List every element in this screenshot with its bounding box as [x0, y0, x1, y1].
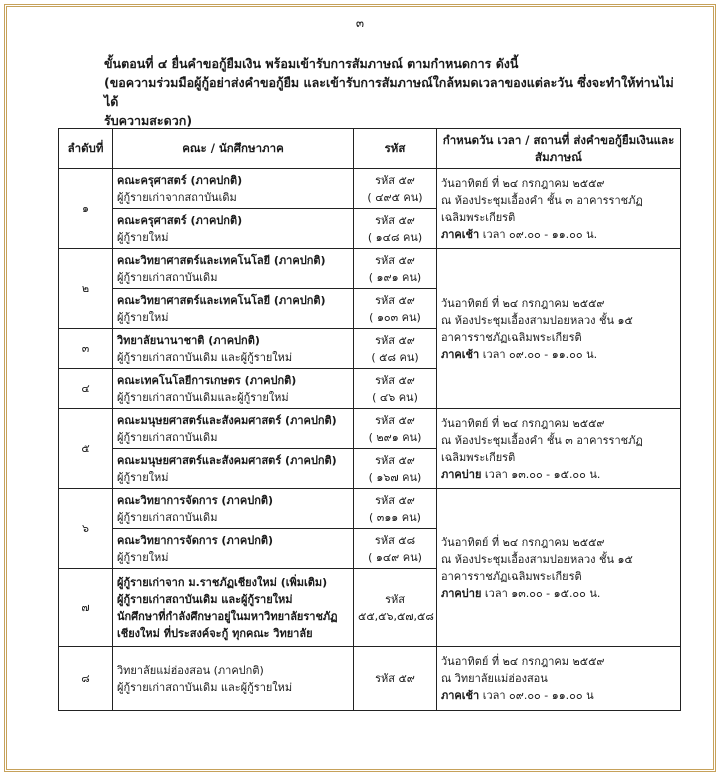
seq-cell: ๗ — [59, 569, 113, 647]
schedule-place: ณ ห้องประชุมเอื้องสามปอยหลวง ชั้น ๑๕ — [441, 552, 633, 566]
seq-cell: ๑ — [59, 169, 113, 249]
student-group: ผู้กู้รายเก่าสถาบันเดิม และผู้กู้รายใหม่ — [117, 680, 293, 694]
schedule-cell — [437, 169, 681, 249]
student-count: ( ๒๙๑ คน) — [368, 430, 422, 444]
header-faculty: คณะ / นักศึกษาภาค — [113, 129, 354, 169]
faculty-name: คณะเทคโนโลยีการเกษตร (ภาคปกติ) — [117, 373, 297, 387]
table-row — [59, 249, 681, 289]
faculty-name: คณะมนุษยศาสตร์และสังคมศาสตร์ (ภาคปกติ) — [117, 413, 337, 427]
student-count: ( ๑๔๘ คน) — [367, 230, 423, 244]
student-group: ผู้กู้รายเก่าสถาบันเดิม — [117, 510, 218, 524]
faculty-cell — [113, 489, 354, 529]
code-cell — [354, 169, 437, 209]
code-cell — [354, 489, 437, 529]
faculty-name: คณะวิทยาศาสตร์และเทคโนโลยี (ภาคปกติ) — [117, 253, 326, 267]
seq-cell: ๒ — [59, 249, 113, 329]
faculty-name: คณะวิทยาศาสตร์และเทคโนโลยี (ภาคปกติ) — [117, 293, 326, 307]
code-label: รหัส ๕๙ — [375, 173, 415, 187]
table-row — [59, 647, 681, 711]
faculty-cell — [113, 169, 354, 209]
schedule-time — [441, 226, 676, 243]
code-cell — [354, 329, 437, 369]
student-count: ( ๔๙๕ คน) — [367, 190, 423, 204]
faculty-name: คณะครุศาสตร์ (ภาคปกติ) — [117, 173, 243, 187]
code-label: รหัส ๕๙ — [375, 453, 415, 467]
schedule-time-range: เวลา ๐๙.๐๐ - ๑๑.๐๐ น — [482, 689, 594, 702]
schedule-table — [58, 128, 681, 711]
student-group: ผู้กู้รายใหม่ — [117, 470, 169, 484]
code-cell — [354, 249, 437, 289]
faculty-cell — [113, 329, 354, 369]
schedule-date: วันอาทิตย์ ที่ ๒๔ กรกฎาคม ๒๕๕๙ — [441, 535, 605, 549]
code-label: รหัส ๕๙ — [375, 333, 415, 347]
code-label: รหัส ๕๙ — [375, 672, 415, 685]
code-label: รหัส ๕๙ — [375, 493, 415, 507]
code-cell — [354, 569, 437, 647]
code-label: รหัส — [385, 592, 405, 606]
faculty-cell — [113, 569, 354, 647]
code-label: รหัส ๕๙ — [375, 213, 415, 227]
code-cell — [354, 449, 437, 489]
schedule-time — [441, 585, 676, 602]
student-group: ผู้กู้รายเก่าสถาบันเดิม และผู้กู้รายใหม่ — [117, 350, 293, 364]
faculty-cell — [113, 449, 354, 489]
schedule-period: ภาคบ่าย — [441, 586, 482, 600]
faculty-cell — [113, 209, 354, 249]
faculty-line: นักศึกษาที่กำลังศึกษาอยู่ในมหาวิทยาลัยราชภัฏ — [117, 609, 338, 623]
faculty-cell — [113, 647, 354, 711]
schedule-date: วันอาทิตย์ ที่ ๒๔ กรกฎาคม ๒๕๕๙ — [441, 416, 605, 430]
faculty-cell — [113, 409, 354, 449]
schedule-period: ภาคเช้า — [441, 689, 480, 702]
faculty-name: วิทยาลัยแม่ฮ่องสอน (ภาคปกติ) — [117, 663, 264, 677]
faculty-name: คณะมนุษยศาสตร์และสังคมศาสตร์ (ภาคปกติ) — [117, 453, 337, 467]
schedule-time — [441, 687, 676, 704]
code-label: รหัส ๕๘ — [374, 533, 416, 547]
faculty-cell — [113, 529, 354, 569]
schedule-period: ภาคเช้า — [441, 347, 480, 361]
heading-line-2: (ขอความร่วมมือผู้กู้อย่าส่งคำขอกู้ยืม และเข้ารับการสัมภาษณ์ใกล้หมดเวลาของแต่ละวัน ซึ่งจะทำให้ท่านไม่ได้ — [104, 75, 674, 109]
schedule-cell — [437, 489, 681, 647]
code-cell — [354, 209, 437, 249]
page-number: ๓ — [355, 16, 365, 30]
faculty-line: ผู้กู้รายเก่าจาก ม.ราชภัฏเชียงใหม่ (เพิ่มเติม) — [117, 575, 328, 589]
schedule-period: ภาคเช้า — [441, 227, 480, 241]
code-label: รหัส ๕๙ — [375, 253, 415, 267]
code-cell — [354, 529, 437, 569]
schedule-place: อาคารราชภัฏเฉลิมพระเกียรติ — [441, 330, 582, 344]
student-group: ผู้กู้รายเก่าสถาบันเดิมและผู้กู้รายใหม่ — [117, 390, 289, 404]
header-schedule: กำหนดวัน เวลา / สถานที่ ส่งคำขอกู้ยืมเงินและสัมภาษณ์ — [437, 129, 681, 169]
schedule-place: ณ ห้องประชุมเอื้องคำ ชั้น ๓ อาคารราชภัฏ — [441, 433, 643, 447]
schedule-date: วันอาทิตย์ ที่ ๒๔ กรกฎาคม ๒๕๕๙ — [441, 176, 605, 190]
header-code: รหัส — [354, 129, 437, 169]
code-label: รหัส ๕๙ — [375, 373, 415, 387]
schedule-time — [441, 346, 676, 363]
schedule-place: ณ ห้องประชุมเอื้องสามปอยหลวง ชั้น ๑๕ — [441, 313, 633, 327]
code-cell — [354, 369, 437, 409]
student-count: ( ๑๔๙ คน) — [368, 550, 422, 564]
table-row — [59, 489, 681, 529]
table-header-row — [59, 129, 681, 169]
student-count: ( ๓๑๑ คน) — [369, 510, 421, 524]
schedule-place: ณ วิทยาลัยแม่ฮ่องสอน — [441, 672, 548, 685]
code-label: รหัส ๕๙ — [375, 413, 415, 427]
student-count: ( ๑๙๑ คน) — [368, 270, 422, 284]
faculty-name: วิทยาลัยนานาชาติ (ภาคปกติ) — [117, 333, 260, 347]
student-count: ( ๑๐๓ คน) — [369, 310, 421, 324]
schedule-cell — [437, 647, 681, 711]
schedule-cell — [437, 249, 681, 409]
student-group: ผู้กู้รายเก่าสถาบันเดิม — [117, 430, 218, 444]
faculty-cell — [113, 249, 354, 289]
student-group: ผู้กู้รายเก่าสถาบันเดิม — [117, 270, 218, 284]
student-count: ( ๔๖ คน) — [372, 390, 418, 404]
student-count: ( ๑๖๗ คน) — [368, 470, 422, 484]
section-heading — [104, 54, 684, 130]
schedule-cell — [437, 409, 681, 489]
seq-cell: ๘ — [59, 647, 113, 711]
schedule-time-range: เวลา ๑๓.๐๐ - ๑๕.๐๐ น. — [484, 467, 601, 481]
student-group: ผู้กู้รายเก่าจากสถาบันเดิม — [117, 190, 237, 204]
code-label: รหัส ๕๙ — [375, 293, 415, 307]
schedule-time — [441, 466, 676, 483]
faculty-name: คณะวิทยาการจัดการ (ภาคปกติ) — [117, 493, 274, 507]
student-group: ผู้กู้รายใหม่ — [117, 310, 169, 324]
schedule-place: อาคารราชภัฏเฉลิมพระเกียรติ — [441, 569, 582, 583]
faculty-name: คณะครุศาสตร์ (ภาคปกติ) — [117, 213, 243, 227]
faculty-line: เชียงใหม่ ที่ประสงค์จะกู้ ทุกคณะ วิทยาลัย — [117, 626, 313, 640]
code-cell — [354, 647, 437, 711]
code-cell — [354, 289, 437, 329]
student-group: ผู้กู้รายใหม่ — [117, 230, 169, 244]
table-row — [59, 169, 681, 209]
heading-line-1: ขั้นตอนที่ ๔ ยื่นคำขอกู้ยืมเงิน พร้อมเข้ารับการสัมภาษณ์ ตามกำหนดการ ดังนี้ — [104, 56, 519, 71]
seq-cell: ๖ — [59, 489, 113, 569]
schedule-date: วันอาทิตย์ ที่ ๒๔ กรกฎาคม ๒๕๕๙ — [441, 655, 605, 668]
schedule-place: เฉลิมพระเกียรติ — [441, 450, 516, 464]
schedule-time-range: เวลา ๑๓.๐๐ - ๑๕.๐๐ น. — [484, 586, 601, 600]
faculty-line: ผู้กู้รายเก่าสถาบันเดิม และผู้กู้รายใหม่ — [117, 592, 293, 606]
code-list: ๕๕,๕๖,๕๗,๕๘ — [358, 609, 434, 623]
seq-cell: ๕ — [59, 409, 113, 489]
seq-cell: ๔ — [59, 369, 113, 409]
schedule-place: ณ ห้องประชุมเอื้องคำ ชั้น ๓ อาคารราชภัฏ — [441, 193, 643, 207]
faculty-cell — [113, 289, 354, 329]
schedule-period: ภาคบ่าย — [441, 467, 482, 481]
seq-cell: ๓ — [59, 329, 113, 369]
schedule-time-range: เวลา ๐๙.๐๐ - ๑๑.๐๐ น. — [482, 227, 598, 241]
table-row — [59, 409, 681, 449]
code-cell — [354, 409, 437, 449]
header-seq: ลำดับที่ — [59, 129, 113, 169]
schedule-date: วันอาทิตย์ ที่ ๒๔ กรกฎาคม ๒๕๕๙ — [441, 296, 605, 310]
student-group: ผู้กู้รายใหม่ — [117, 550, 169, 564]
faculty-cell — [113, 369, 354, 409]
faculty-name: คณะวิทยาการจัดการ (ภาคปกติ) — [117, 533, 274, 547]
student-count: ( ๕๘ คน) — [371, 350, 419, 364]
schedule-place: เฉลิมพระเกียรติ — [441, 210, 516, 224]
heading-line-3: รับความสะดวก) — [104, 113, 193, 128]
schedule-time-range: เวลา ๐๙.๐๐ - ๑๑.๐๐ น. — [482, 347, 598, 361]
